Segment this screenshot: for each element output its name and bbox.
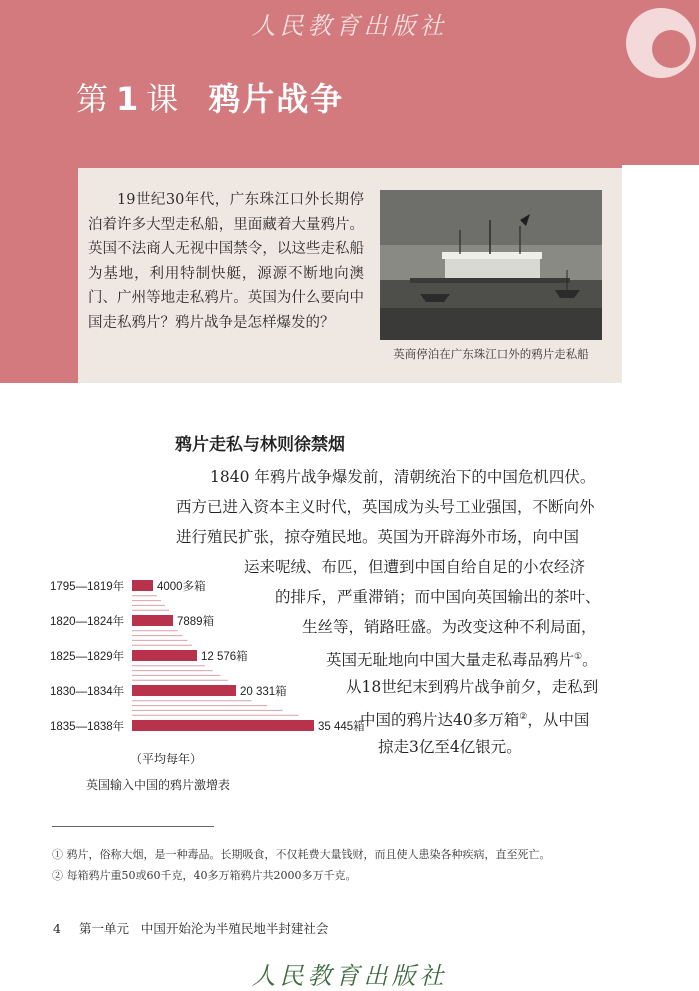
chart-bar (132, 580, 153, 591)
body-line-9 (360, 702, 589, 735)
chart-value-label: 4000多箱 (157, 581, 206, 593)
body-line-8: 从18世纪末到鸦片战争前夕，走私到 (346, 678, 599, 696)
chart-stripes (44, 570, 344, 770)
footnote-ref-1: ① (574, 652, 583, 662)
body-line-9-tail: ，从中国 (527, 711, 590, 730)
lesson-number: 1 (116, 80, 141, 118)
page-number: 4 (53, 921, 61, 936)
opium-import-chart (44, 570, 365, 770)
section-heading: 鸦片走私与林则徐禁烟 (175, 435, 345, 455)
chart-category-label: 1830—1834年 (50, 686, 125, 698)
body-line-7-text: 英国无耻地向中国大量走私毒品鸦片 (326, 651, 575, 670)
chart-category-label: 1795—1819年 (50, 581, 125, 593)
chart-bar (132, 685, 236, 696)
chart-bar (132, 720, 314, 731)
body-line-9-text: 中国的鸦片达40多万箱 (360, 711, 520, 730)
footnote-1: ① 鸦片，俗称大烟，是一种毒品。长期吸食，不仅耗费大量钱财，而且使人患染各种疾病，直至死亡。 (52, 848, 551, 861)
publisher-logo-top: 人民教育出版社 (251, 12, 448, 40)
body-line-10: 掠走3亿至4亿银元。 (378, 738, 522, 756)
body-line-4: 运来呢绒、布匹，但遭到中国自给自足的小农经济 (244, 558, 586, 576)
chart-unit-note: （平均每年） (130, 752, 203, 766)
chart-value-label: 12 576箱 (201, 651, 248, 663)
lesson-prefix: 第 (76, 80, 111, 118)
chart-category-label: 1825—1829年 (50, 651, 125, 663)
lesson-suffix: 课 (146, 80, 181, 118)
intro-text: 19世纪30年代，广东珠江口外长期停泊着许多大型走私船，里面藏着大量鸦片。英国不法商人无视中国禁令，以这些走私船为基地，利用特制快艇，源源不断地向澳门、广州等地走私鸦片。英国为什么要向中国走私鸦片？鸦片战争是怎样爆发的？ (88, 192, 364, 331)
chart-value-label: 20 331箱 (240, 686, 287, 698)
smuggling-ship-photo (380, 190, 602, 340)
lesson-name: 鸦片战争 (208, 80, 345, 118)
footnote-rule (52, 826, 214, 827)
chart-value-label: 35 445箱 (318, 721, 365, 733)
chart-bar (132, 615, 173, 626)
chart-bar (132, 650, 197, 661)
photo-illustration (380, 190, 602, 340)
chart-caption: 英国输入中国的鸦片激增表 (86, 778, 231, 792)
footnote-2: ② 每箱鸦片重50或60千克，40多万箱鸦片共2000多万千克。 (52, 869, 357, 882)
body-line-6: 生丝等，销路旺盛。为改变这种不利局面， (302, 618, 597, 636)
footnote-ref-2: ② (519, 712, 528, 722)
chart-category-label: 1820—1824年 (50, 616, 125, 628)
body-line-7: 英国无耻地向中国大量走私毒品鸦片①。 (326, 651, 598, 670)
body-line-5: 的排斥，严重滞销；而中国向英国输出的茶叶、 (275, 588, 601, 606)
page-footer (53, 919, 328, 937)
unit-title: 中国开始沦为半殖民地半封建社会 (140, 921, 329, 936)
body-line-3: 进行殖民扩张，掠夺殖民地。英国为开辟海外市场，向中国 (176, 528, 580, 546)
chart-category-label: 1835—1838年 (50, 721, 125, 733)
chart-value-label: 7889箱 (177, 616, 215, 628)
lesson-title (76, 74, 344, 120)
body-line-1: 1840 年鸦片战争爆发前，清朝统治下的中国危机四伏。 (210, 468, 596, 486)
unit-label: 第一单元 (78, 921, 129, 936)
photo-caption: 英商停泊在广东珠江口外的鸦片走私船 (393, 347, 589, 361)
publisher-logo-bottom: 人民教育出版社 (251, 962, 448, 990)
body-line-2: 西方已进入资本主义时代，英国成为头号工业强国，不断向外 (176, 498, 595, 516)
